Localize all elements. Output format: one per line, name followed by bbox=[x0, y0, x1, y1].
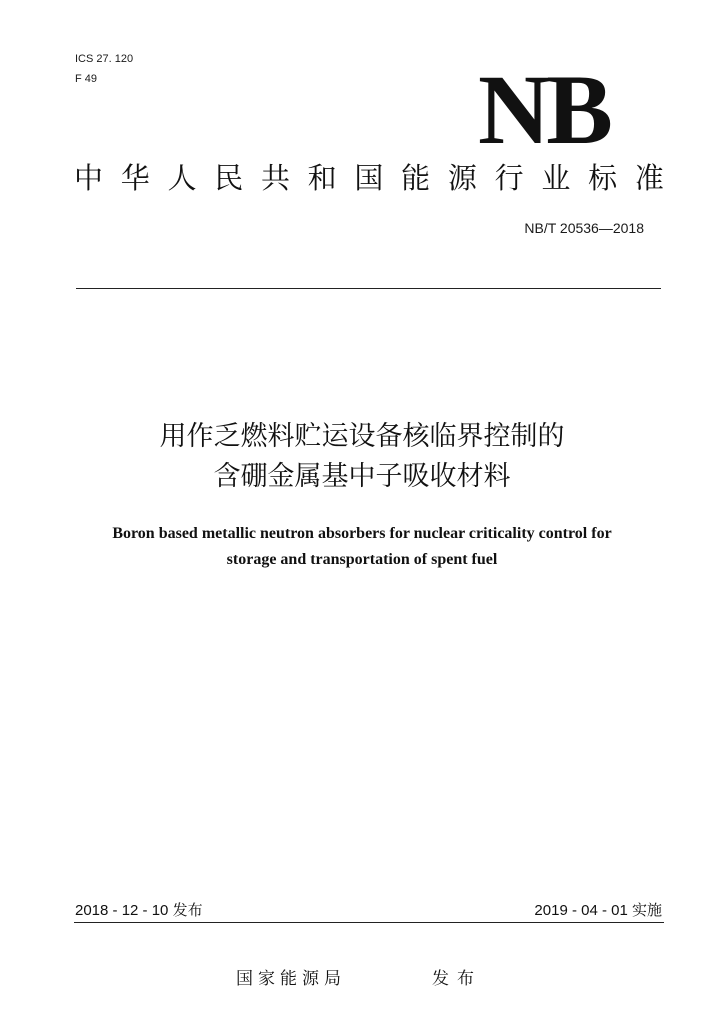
standard-type-char: 国 bbox=[354, 161, 384, 195]
standard-type-char: 中 bbox=[74, 161, 104, 195]
ics-code: ICS 27. 120 bbox=[75, 53, 134, 65]
english-title-line-1: Boron based metallic neutron absorbers for nuclear criticality control for bbox=[112, 525, 612, 542]
classification-code: F 49 bbox=[75, 73, 98, 85]
standard-type-char: 准 bbox=[634, 161, 664, 195]
header-divider bbox=[76, 288, 661, 289]
chinese-title-line-1: 用作乏燃料贮运设备核临界控制的 bbox=[159, 421, 565, 452]
issuing-authority: 国家能源局 bbox=[236, 969, 346, 989]
standard-type-char: 人 bbox=[167, 161, 197, 195]
implementation-date: 2019 - 04 - 01 实施 bbox=[534, 902, 662, 919]
english-title-line-2: storage and transportation of spent fuel bbox=[226, 551, 498, 568]
standard-type-char: 源 bbox=[447, 161, 477, 195]
issued-label: 发布 bbox=[432, 969, 482, 989]
standard-type-char: 华 bbox=[120, 161, 150, 195]
standard-number: NB/T 20536—2018 bbox=[524, 220, 644, 236]
issue-date: 2018 - 12 - 10 发布 bbox=[75, 902, 203, 919]
standard-type-char: 能 bbox=[401, 161, 431, 195]
standard-type-char: 民 bbox=[214, 161, 244, 195]
standard-type-char: 业 bbox=[541, 161, 571, 195]
nb-logo: NB bbox=[478, 54, 609, 165]
standard-type-char: 标 bbox=[588, 161, 618, 195]
standard-type-char: 行 bbox=[494, 161, 524, 195]
footer-divider bbox=[74, 922, 664, 923]
standard-type-char: 和 bbox=[307, 161, 337, 195]
chinese-title-line-2: 含硼金属基中子吸收材料 bbox=[213, 461, 511, 492]
standard-type-char: 共 bbox=[260, 161, 290, 195]
standard-type-title bbox=[74, 160, 664, 196]
